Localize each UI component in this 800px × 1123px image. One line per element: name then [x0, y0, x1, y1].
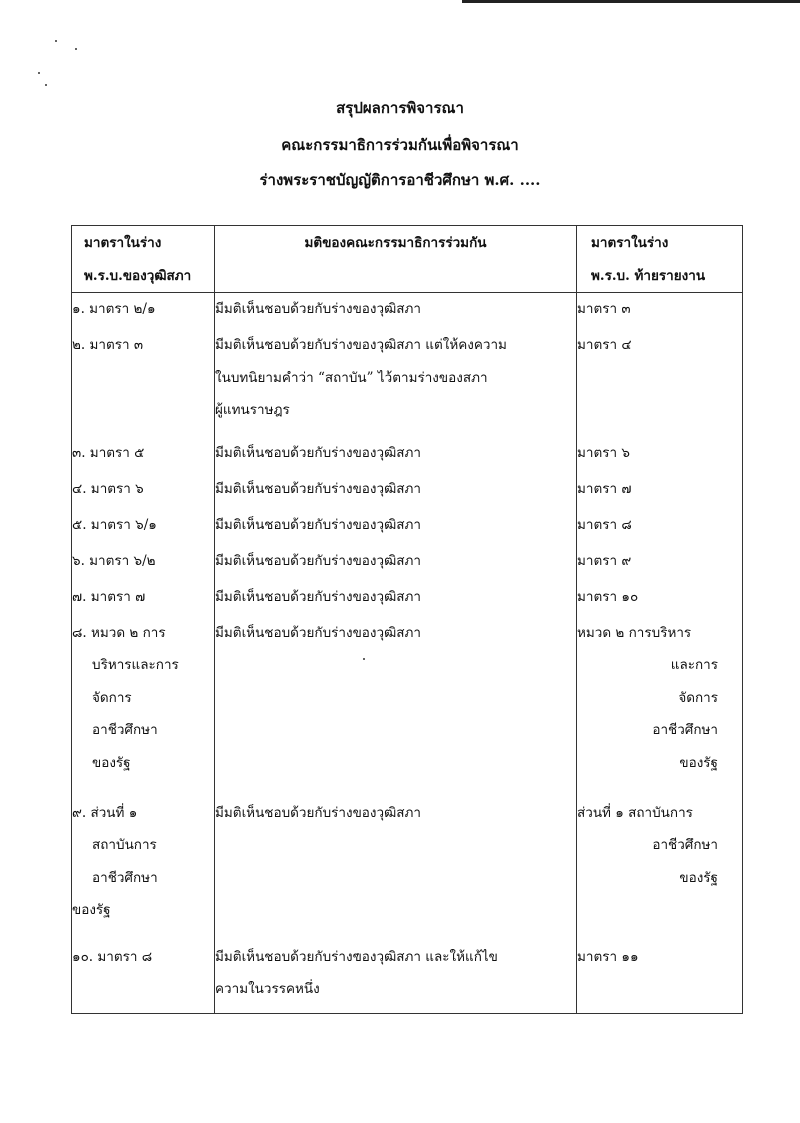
senate-section-cell: ๑๐. มาตรา ๘: [72, 941, 215, 1013]
report-section-cell: มาตรา ๘: [577, 509, 743, 545]
report-section-cell: มาตรา ๑๐: [577, 581, 743, 617]
table-row: [72, 545, 743, 581]
resolution-cell: มีมติเห็นชอบด้วยกับร่างของวุฒิสภา: [215, 437, 577, 473]
resolution-cell: มีมติเห็นชอบด้วยกับร่างของวุฒิสภา: [215, 581, 577, 617]
senate-section-cell: ๙. ส่วนที่ ๑ สถาบันการ อาชีวศึกษา ของรัฐ: [72, 797, 215, 941]
report-section-cell: มาตรา ๑๑: [577, 941, 743, 1013]
report-section-cell: มาตรา ๖: [577, 437, 743, 473]
senate-section-cell: ๗. มาตรา ๗: [72, 581, 215, 617]
resolution-cell: มีมติเห็นชอบด้วยกับร่างของวุฒิสภา: [215, 509, 577, 545]
report-section-cell: มาตรา ๔: [577, 329, 743, 437]
header-committee-resolution: มติของคณะกรรมาธิการร่วมกัน: [215, 226, 577, 293]
senate-section-cell: ๓. มาตรา ๕: [72, 437, 215, 473]
table-row: [72, 509, 743, 545]
comparison-table: [71, 225, 743, 1014]
resolution-cell: มีมติเห็นชอบด้วยกับร่างของวุฒิสภา และให้แก้ไข ความในวรรคหนึ่ง: [215, 941, 577, 1013]
report-section-cell: มาตรา ๗: [577, 473, 743, 509]
resolution-cell: มีมติเห็นชอบด้วยกับร่างของวุฒิสภา: [215, 545, 577, 581]
scan-speck: [75, 48, 77, 50]
table-blank-row: [72, 1013, 743, 1014]
report-section-cell: มาตรา ๙: [577, 545, 743, 581]
senate-section-cell: ๑. มาตรา ๒/๑: [72, 293, 215, 330]
table-row: [72, 473, 743, 509]
table-row: [72, 797, 743, 941]
resolution-cell: มีมติเห็นชอบด้วยกับร่างของวุฒิสภา: [215, 293, 577, 330]
senate-section-cell: ๘. หมวด ๒ การ บริหารและการ จัดการ อาชีวศึกษา ของรัฐ: [72, 617, 215, 797]
table-row: [72, 617, 743, 797]
table-header-row: [72, 226, 743, 293]
resolution-cell: มีมติเห็นชอบด้วยกับร่างของวุฒิสภา: [215, 617, 577, 797]
report-section-cell: หมวด ๒ การบริหาร และการ จัดการ อาชีวศึกษา ของรัฐ: [577, 617, 743, 797]
table-row: [72, 581, 743, 617]
resolution-cell: มีมติเห็นชอบด้วยกับร่างของวุฒิสภา แต่ให้คงความ ในบทนิยามคำว่า “สถาบัน” ไว้ตามร่างของสภา ผู้แทนราษฎร: [215, 329, 577, 437]
bill-name: ร่างพระราชบัญญัติการอาชีวศึกษา พ.ศ. ....: [259, 171, 541, 189]
report-section-cell: มาตรา ๓: [577, 293, 743, 330]
scan-speck: [38, 72, 40, 74]
table-row: [72, 293, 743, 330]
table-row: [72, 329, 743, 437]
report-section-cell: ส่วนที่ ๑ สถาบันการ อาชีวศึกษา ของรัฐ: [577, 797, 743, 941]
senate-section-cell: ๒. มาตรา ๓: [72, 329, 215, 437]
senate-section-cell: ๖. มาตรา ๖/๒: [72, 545, 215, 581]
table-row: [72, 437, 743, 473]
header-report-section: มาตราในร่าง พ.ร.บ. ท้ายรายงาน: [577, 226, 743, 293]
scan-speck: [55, 40, 57, 42]
senate-section-cell: ๔. มาตรา ๖: [72, 473, 215, 509]
table-row: [72, 941, 743, 1013]
senate-section-cell: ๕. มาตรา ๖/๑: [72, 509, 215, 545]
resolution-cell: มีมติเห็นชอบด้วยกับร่างของวุฒิสภา: [215, 797, 577, 941]
header-senate-section: มาตราในร่าง พ.ร.บ.ของวุฒิสภา: [72, 226, 215, 293]
resolution-cell: มีมติเห็นชอบด้วยกับร่างของวุฒิสภา: [215, 473, 577, 509]
scan-speck: [45, 84, 47, 86]
document-title: สรุปผลการพิจารณา: [336, 99, 464, 117]
top-edge-line: [462, 0, 800, 3]
committee-name: คณะกรรมาธิการร่วมกันเพื่อพิจารณา: [281, 136, 519, 154]
